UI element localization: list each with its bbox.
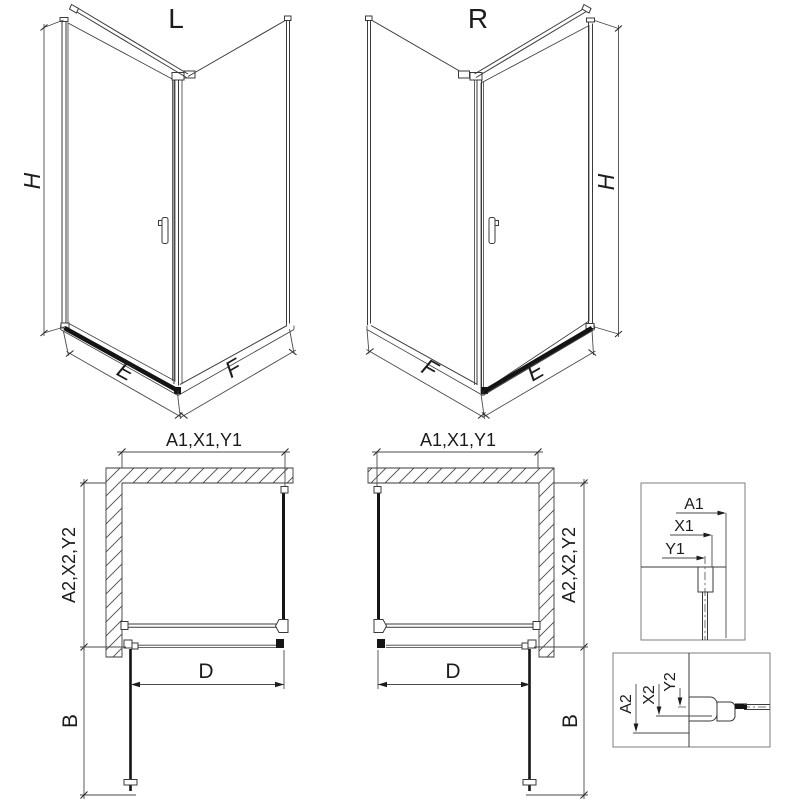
door-glass <box>68 23 175 381</box>
dimension-door-swing-left <box>59 647 136 799</box>
dim-label-e-right: E <box>521 355 549 387</box>
threshold-rail <box>61 326 295 396</box>
side-panel-plan <box>374 487 387 633</box>
dim-label-d-left: D <box>198 660 214 683</box>
stabilizer-bar-plan <box>386 622 540 630</box>
dim-label-x1: X1 <box>674 518 694 535</box>
door-handle <box>489 218 499 244</box>
dim-label-d-right: D <box>445 660 461 683</box>
dimension-entry-left <box>131 650 284 689</box>
dim-label-a1: A1 <box>684 496 704 513</box>
iso-view-right <box>366 3 623 419</box>
side-panel <box>180 16 291 385</box>
corner-post <box>459 71 483 387</box>
detail-box-wall-profile <box>641 483 745 640</box>
wall-profile-right <box>586 18 595 329</box>
dim-label-e-left: E <box>112 355 139 387</box>
detail-dim-y2 <box>662 672 682 706</box>
dimension-height-left <box>19 20 66 336</box>
dim-label-b-left: B <box>59 713 82 729</box>
iso-view-left <box>19 3 297 419</box>
dim-label-a2: A2 <box>618 694 635 714</box>
corner-post <box>172 71 195 386</box>
detail-dim-a1 <box>676 496 726 515</box>
dimension-side-width-right <box>366 330 486 419</box>
dim-label-a1x1y1-right: A1,X1,Y1 <box>419 430 497 450</box>
dimension-door-swing-right <box>526 647 588 799</box>
dim-label-a1x1y1-left: A1,X1,Y1 <box>165 430 243 450</box>
dimension-door-width-right <box>481 330 596 419</box>
stabilizer-bar-plan <box>121 622 276 630</box>
dim-label-h-right: H <box>593 173 619 191</box>
dimension-height-right <box>593 21 622 338</box>
dim-label-a2x2y2-right: A2,X2,Y2 <box>559 526 579 604</box>
dim-label-a2x2y2-left: A2,X2,Y2 <box>59 526 79 604</box>
dimension-side-width-left <box>180 329 297 419</box>
detail-dim-x1 <box>670 518 712 537</box>
variant-left-label: L <box>168 3 184 34</box>
door-handle <box>159 218 169 244</box>
dim-label-y2: Y2 <box>662 672 679 692</box>
dim-label-x2: X2 <box>641 685 658 705</box>
dimension-depth-left <box>59 479 106 651</box>
wall-hatched <box>368 468 554 657</box>
wall-hatched <box>106 468 293 657</box>
stabilizer-bar <box>475 5 592 78</box>
dimension-depth-right <box>554 479 588 651</box>
detail-box-bottom-profile <box>613 653 770 747</box>
side-panel-plan <box>276 487 289 633</box>
dimension-entry-right <box>378 650 530 689</box>
dim-label-b-right: B <box>559 713 582 729</box>
plan-view-left <box>59 430 293 799</box>
detail-dim-y1 <box>662 541 705 560</box>
dim-label-f-left: F <box>220 353 246 383</box>
dim-label-y1: Y1 <box>665 541 685 558</box>
dim-label-h-left: H <box>19 172 45 190</box>
variant-right-label: R <box>467 3 489 34</box>
plan-view-right <box>368 430 588 799</box>
dim-label-f-right: F <box>417 353 443 383</box>
